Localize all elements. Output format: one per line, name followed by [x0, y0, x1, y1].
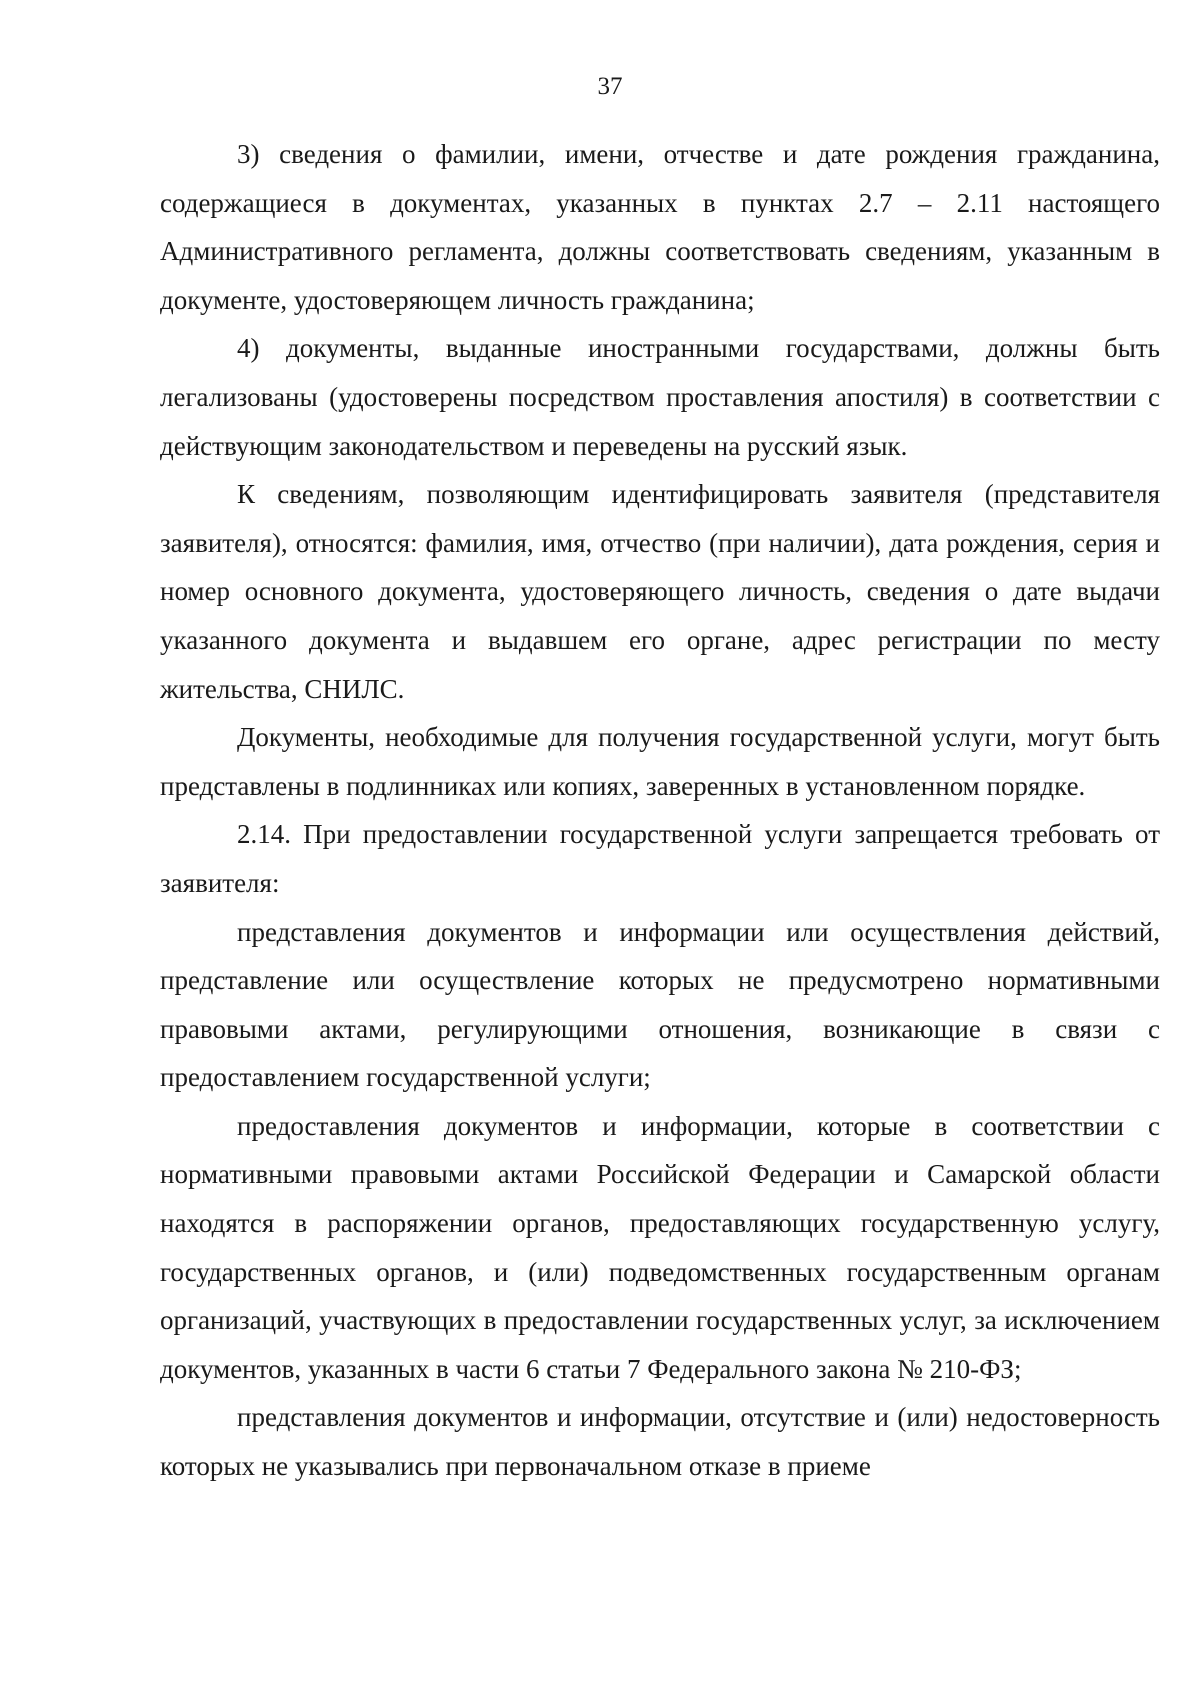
- page-number: 37: [597, 73, 623, 100]
- paragraph-prohibition-2: предоставления документов и информации, которые в соответствии с нормативными правовыми актами Российской Федерации и Самарской области находятся в распоряжении органов, предоставляющих государственную услугу, государственных органов, и (или) подведомственных государственным органам организаций, участвующих в предоставлении государственных услуг, за исключением документов, указанных в части 6 статьи 7 Федерального закона № 210-ФЗ;: [160, 1110, 1160, 1384]
- paragraph-prohibition-1: представления документов и информации или осуществления действий, представление или осуществление которых не предусмотрено нормативными правовыми актами, регулирующими отношения, возникающие в связи с предоставлением государственной услуги;: [160, 916, 1160, 1093]
- paragraph-prohibition-3: представления документов и информации, отсутствие и (или) недостоверность которых не указывались при первоначальном отказе в приеме: [160, 1402, 1160, 1482]
- paragraph-item-4: 4) документы, выданные иностранными государствами, должны быть легализованы (удостоверены посредством проставления апостиля) в соответствии с действующим законодательством и переведены на русский язык.: [160, 333, 1160, 461]
- paragraph-identification-info: К сведениям, позволяющим идентифицировать заявителя (представителя заявителя), относятся: фамилия, имя, отчество (при наличии), дата рождения, серия и номер основного документа, удостоверяющего личность, сведения о дате выдачи указанного документа и выдавшем его органе, адрес регистрации по месту жительства, СНИЛС.: [160, 479, 1160, 704]
- paragraph-item-3: 3) сведения о фамилии, имени, отчестве и дате рождения гражданина, содержащиеся в документах, указанных в пунктах 2.7 – 2.11 настоящего Административного регламента, должны соответствовать сведениям, указанным в документе, удостоверяющем личность гражданина;: [160, 139, 1160, 315]
- document-body: [160, 130, 1160, 1491]
- paragraph-section-2-14: 2.14. При предоставлении государственной услуги запрещается требовать от заявителя:: [160, 819, 1160, 898]
- paragraph-documents-form: Документы, необходимые для получения государственной услуги, могут быть представлены в подлинниках или копиях, заверенных в установленном порядке.: [160, 722, 1160, 801]
